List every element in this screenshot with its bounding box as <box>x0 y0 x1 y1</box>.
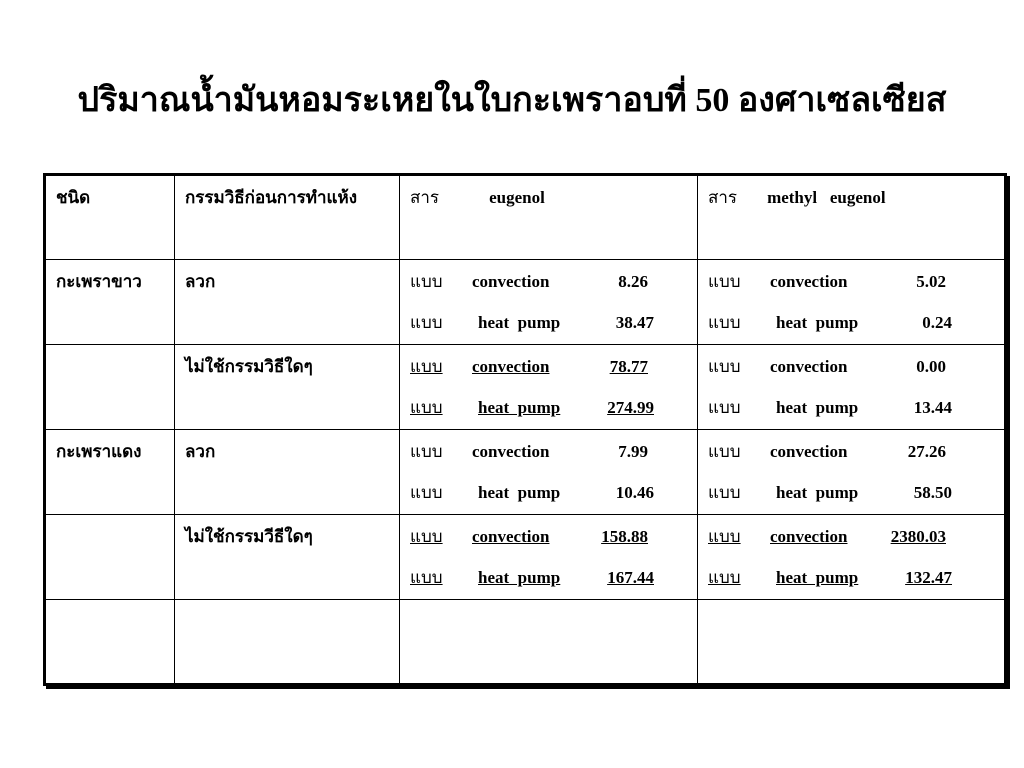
measurement-line <box>708 438 994 459</box>
header-eugenol <box>400 175 698 260</box>
drying-mode: heat pump <box>478 568 561 587</box>
drying-mode: heat pump <box>478 483 561 502</box>
cell-type: กะเพราแดง <box>45 430 175 515</box>
slide-title: ปริมาณน้ำมันหอมระเหยในใบกะเพราอบที่ 50 องศาเซลเซียส <box>77 82 947 119</box>
measurement-value: 274.99 <box>607 398 654 417</box>
measurement-line <box>410 394 687 415</box>
drying-mode: convection <box>472 527 550 546</box>
header-methyl-label: methyl eugenol <box>767 188 886 207</box>
drying-mode: convection <box>770 442 848 461</box>
cell-methyl <box>698 515 1006 600</box>
cell-type <box>45 515 175 600</box>
header-method: กรรมวิธีก่อนการทำแห้ง <box>175 175 400 260</box>
measurement-line <box>708 353 994 374</box>
measurement-value: 7.99 <box>618 442 648 461</box>
mode-prefix: แบบ <box>708 398 741 417</box>
measurement-value: 2380.03 <box>890 527 946 546</box>
drying-mode: heat pump <box>776 483 859 502</box>
header-eugenol-prefix: สาร <box>410 188 440 207</box>
drying-mode: heat pump <box>776 568 859 587</box>
mode-prefix: แบบ <box>410 398 443 417</box>
empty-cell <box>45 600 175 685</box>
measurement-line <box>708 523 994 544</box>
mode-prefix: แบบ <box>410 357 443 376</box>
header-eugenol-label: eugenol <box>489 188 545 207</box>
cell-eugenol <box>400 260 698 345</box>
measurement-value: 13.44 <box>913 398 952 417</box>
oil-content-table <box>43 173 1007 686</box>
measurement-value: 132.47 <box>905 568 952 587</box>
table-row <box>45 515 1006 600</box>
measurement-value: 27.26 <box>907 442 946 461</box>
measurement-value: 0.24 <box>922 313 952 332</box>
mode-prefix: แบบ <box>708 527 741 546</box>
cell-eugenol <box>400 515 698 600</box>
cell-eugenol <box>400 430 698 515</box>
measurement-value: 10.46 <box>615 483 654 502</box>
drying-mode: convection <box>770 357 848 376</box>
drying-mode: heat pump <box>776 398 859 417</box>
mode-prefix: แบบ <box>708 313 741 332</box>
measurement-value: 0.00 <box>916 357 946 376</box>
empty-cell <box>698 600 1006 685</box>
header-methyl-eugenol <box>698 175 1006 260</box>
drying-mode: convection <box>770 527 848 546</box>
mode-prefix: แบบ <box>410 442 443 461</box>
cell-method: ลวก <box>175 260 400 345</box>
measurement-value: 78.77 <box>609 357 648 376</box>
mode-prefix: แบบ <box>708 357 741 376</box>
measurement-line <box>410 268 687 289</box>
header-row <box>45 175 1006 260</box>
measurement-line <box>410 438 687 459</box>
measurement-value: 8.26 <box>618 272 648 291</box>
measurement-value: 158.88 <box>601 527 648 546</box>
drying-mode: convection <box>770 272 848 291</box>
empty-cell <box>400 600 698 685</box>
mode-prefix: แบบ <box>410 568 443 587</box>
measurement-line <box>410 479 687 500</box>
measurement-line <box>410 564 687 585</box>
drying-mode: convection <box>472 272 550 291</box>
table-row <box>45 260 1006 345</box>
cell-eugenol <box>400 345 698 430</box>
measurement-line <box>708 268 994 289</box>
measurement-line <box>410 309 687 330</box>
mode-prefix: แบบ <box>410 313 443 332</box>
drying-mode: convection <box>472 442 550 461</box>
empty-cell <box>175 600 400 685</box>
cell-method: ไม่ใช้กรรมวิธีใดๆ <box>175 345 400 430</box>
header-methyl-prefix: สาร <box>708 188 738 207</box>
header-type: ชนิด <box>45 175 175 260</box>
cell-methyl <box>698 260 1006 345</box>
mode-prefix: แบบ <box>708 272 741 291</box>
measurement-line <box>410 353 687 374</box>
table-row <box>45 430 1006 515</box>
mode-prefix: แบบ <box>410 483 443 502</box>
mode-prefix: แบบ <box>410 272 443 291</box>
table-body <box>45 260 1006 600</box>
measurement-value: 5.02 <box>916 272 946 291</box>
cell-methyl <box>698 345 1006 430</box>
drying-mode: heat pump <box>478 398 561 417</box>
measurement-value: 167.44 <box>607 568 654 587</box>
measurement-line <box>708 564 994 585</box>
measurement-value: 58.50 <box>913 483 952 502</box>
mode-prefix: แบบ <box>708 442 741 461</box>
cell-method: ไม่ใช้กรรมวีธีใดๆ <box>175 515 400 600</box>
cell-methyl <box>698 430 1006 515</box>
drying-mode: convection <box>472 357 550 376</box>
measurement-line <box>708 479 994 500</box>
cell-type <box>45 345 175 430</box>
drying-mode: heat pump <box>478 313 561 332</box>
mode-prefix: แบบ <box>708 483 741 502</box>
cell-type: กะเพราขาว <box>45 260 175 345</box>
mode-prefix: แบบ <box>410 527 443 546</box>
measurement-line <box>410 523 687 544</box>
measurement-line <box>708 394 994 415</box>
table-row <box>45 345 1006 430</box>
drying-mode: heat pump <box>776 313 859 332</box>
measurement-value: 38.47 <box>615 313 654 332</box>
cell-method: ลวก <box>175 430 400 515</box>
measurement-line <box>708 309 994 330</box>
mode-prefix: แบบ <box>708 568 741 587</box>
empty-row <box>45 600 1006 685</box>
